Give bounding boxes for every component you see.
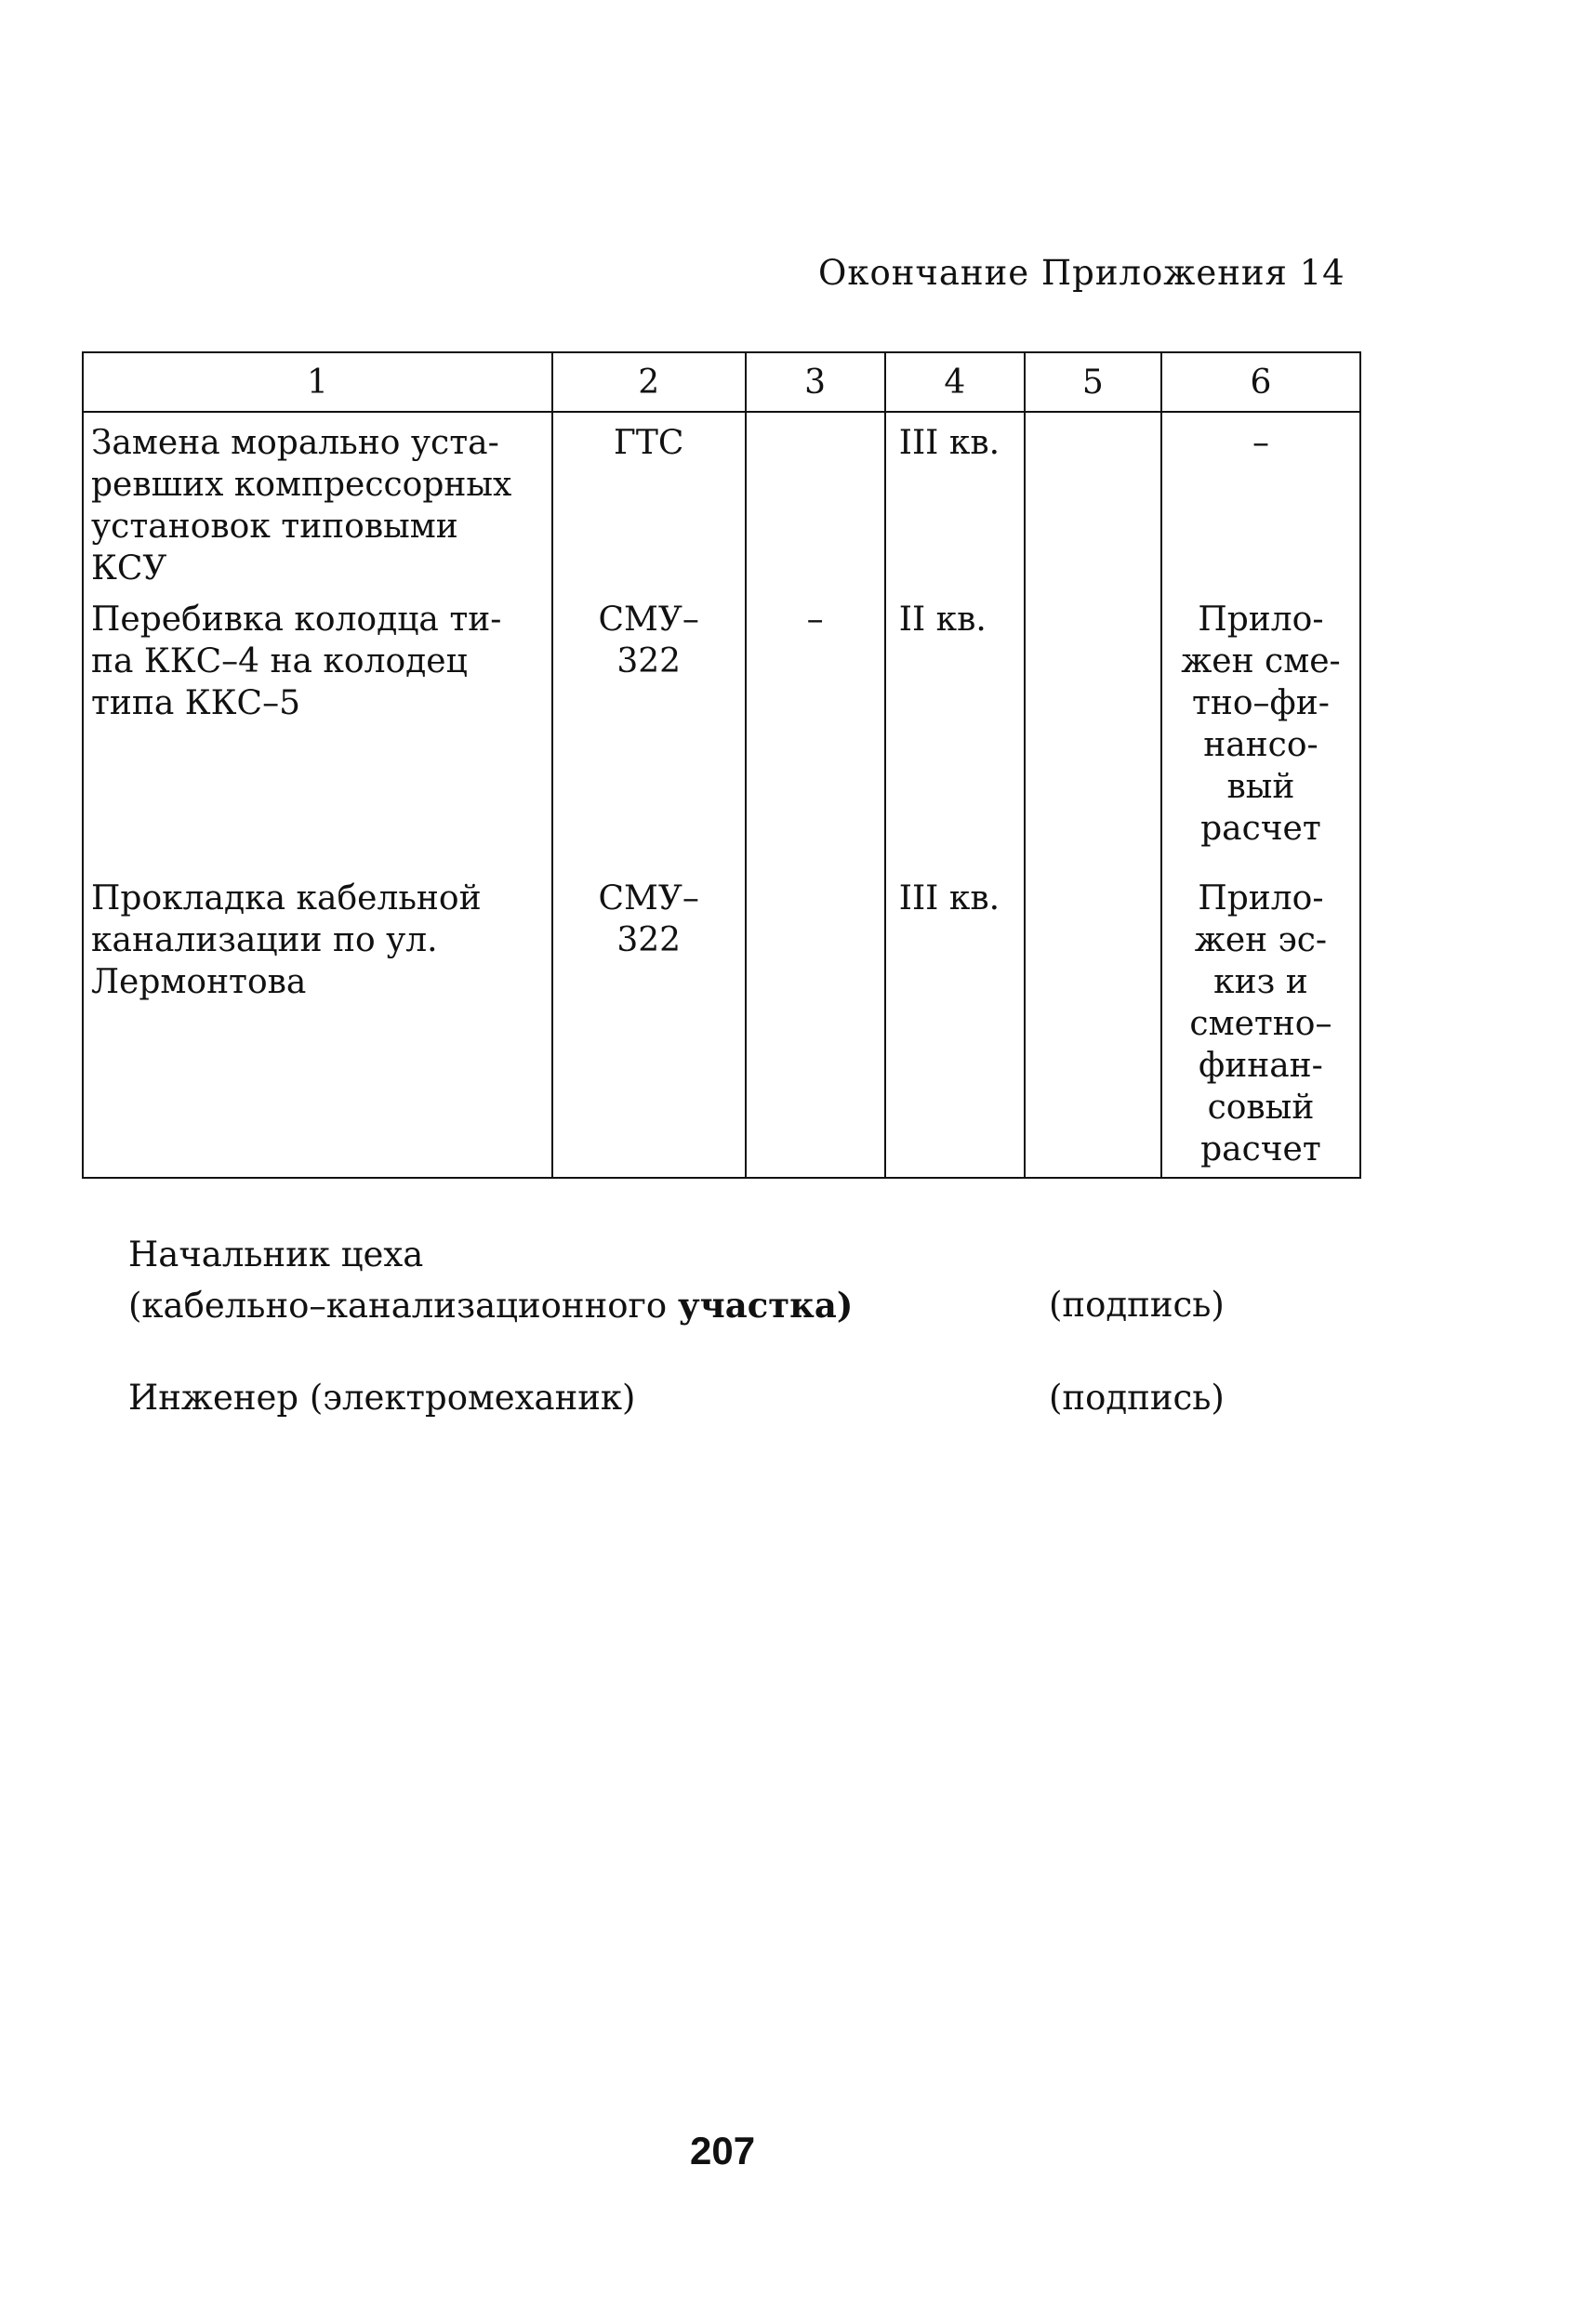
table-cell-col-1 <box>83 589 552 868</box>
table-cell-col-5 <box>1025 412 1161 589</box>
col-header-5: 5 <box>1025 352 1161 412</box>
table-cell-col-3 <box>746 589 885 868</box>
chief-department-text: (кабельно–канализационного <box>128 1286 668 1326</box>
cell-line: установок типовыми <box>91 508 458 546</box>
table-cell-col-6 <box>1161 868 1360 1178</box>
table-cell-col-6 <box>1161 412 1360 589</box>
col-header-4: 4 <box>885 352 1025 412</box>
cell-line: 322 <box>616 921 682 959</box>
chief-department-bold: участка) <box>677 1285 854 1326</box>
cell-line: тно–фи- <box>1191 684 1330 722</box>
cell-line: нансо- <box>1203 726 1318 764</box>
cell-line: канализации по ул. <box>91 921 438 959</box>
cell-line: Прило- <box>1198 879 1324 918</box>
table-cell-col-1 <box>83 412 552 589</box>
table-row <box>83 868 1360 1178</box>
schedule-table <box>82 351 1361 1179</box>
cell-line: Перебивка колодца ти- <box>91 601 502 639</box>
table-cell-col-1 <box>83 868 552 1178</box>
table-cell-col-4 <box>885 589 1025 868</box>
cell-line: финан- <box>1199 1047 1323 1085</box>
chief-signature: (подпись) <box>1049 1285 1225 1325</box>
table-cell-col-3 <box>746 412 885 589</box>
cell-line: типа ККС–5 <box>91 684 300 722</box>
col-header-2: 2 <box>552 352 746 412</box>
table-cell-col-5 <box>1025 589 1161 868</box>
cell-line: – <box>1252 424 1269 462</box>
page-number: 207 <box>690 2129 756 2172</box>
table-cell-col-5 <box>1025 868 1161 1178</box>
cell-line: расчет <box>1200 1130 1321 1169</box>
table-cell-col-3 <box>746 868 885 1178</box>
engineer-signature: (подпись) <box>1049 1378 1225 1418</box>
table-cell-col-6 <box>1161 589 1360 868</box>
col-header-6: 6 <box>1161 352 1360 412</box>
cell-line: па ККС–4 на колодец <box>91 642 468 680</box>
engineer-title: Инженер (электромеханик) <box>128 1378 636 1418</box>
cell-line: ГТС <box>614 424 684 462</box>
cell-line: СМУ– <box>598 879 699 918</box>
table-row <box>83 412 1360 589</box>
chief-title: Начальник цеха <box>128 1235 424 1274</box>
cell-line: КСУ <box>91 549 167 588</box>
cell-line: сметно– <box>1189 1005 1332 1043</box>
cell-line: Прило- <box>1198 601 1324 639</box>
col-header-3: 3 <box>746 352 885 412</box>
cell-line: Прокладка кабельной <box>91 879 482 918</box>
cell-line: СМУ– <box>598 601 699 639</box>
appendix-caption: Окончание Приложения 14 <box>818 253 1345 293</box>
table-cell-col-2 <box>552 412 746 589</box>
cell-line: Лермонтова <box>91 963 307 1001</box>
header-row <box>83 352 1360 412</box>
cell-line: вый <box>1226 768 1295 806</box>
table-cell-col-2 <box>552 868 746 1178</box>
cell-line: 322 <box>616 642 682 680</box>
cell-line: расчет <box>1200 810 1321 848</box>
cell-line: киз и <box>1213 963 1308 1001</box>
cell-line: ревших компрессорных <box>91 466 512 504</box>
cell-line: Замена морально уста- <box>91 424 499 462</box>
cell-line: II кв. <box>898 601 987 639</box>
cell-line: III кв. <box>898 879 1000 918</box>
table-cell-col-4 <box>885 412 1025 589</box>
cell-line: – <box>806 601 824 639</box>
cell-line: совый <box>1207 1089 1315 1127</box>
cell-line: жен эс- <box>1194 921 1328 959</box>
cell-line: III кв. <box>898 424 1000 462</box>
table-row <box>83 589 1360 868</box>
table-cell-col-4 <box>885 868 1025 1178</box>
col-header-1: 1 <box>83 352 552 412</box>
table-cell-col-2 <box>552 589 746 868</box>
cell-line: жен сме- <box>1181 642 1341 680</box>
chief-department <box>128 1285 853 1326</box>
